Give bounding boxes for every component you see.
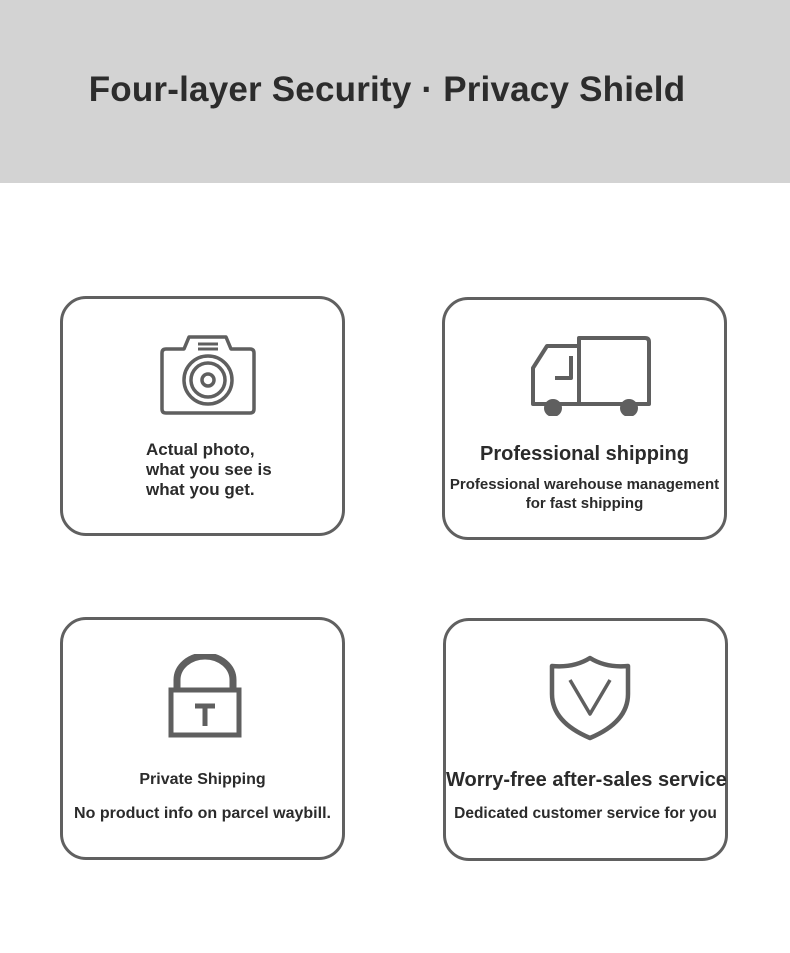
feature-card-after-sales	[443, 618, 728, 861]
card-private-title: Private Shipping	[139, 771, 266, 788]
card-private-desc: No product info on parcel waybill.	[74, 805, 331, 822]
banner-title: Four-layer Security · Privacy Shield	[88, 70, 686, 109]
card-service-desc: Dedicated customer service for you	[454, 805, 717, 822]
card-photo-line2: what you see is	[146, 460, 272, 479]
lock-icon	[165, 654, 245, 740]
card-photo-line3: what you get.	[146, 480, 255, 499]
camera-icon	[158, 333, 258, 417]
feature-card-professional-shipping	[442, 297, 727, 540]
feature-card-actual-photo	[60, 296, 345, 536]
card-shipping-desc-line1: Professional warehouse management	[449, 476, 720, 493]
feature-card-private-shipping	[60, 617, 345, 860]
header-banner	[0, 0, 790, 183]
card-photo-line1: Actual photo,	[146, 440, 255, 459]
card-service-title: Worry-free after-sales service	[446, 769, 727, 791]
card-shipping-desc-line2: for fast shipping	[525, 495, 644, 512]
truck-icon	[527, 332, 653, 416]
shield-icon	[548, 654, 632, 742]
card-shipping-title: Professional shipping	[480, 443, 689, 465]
